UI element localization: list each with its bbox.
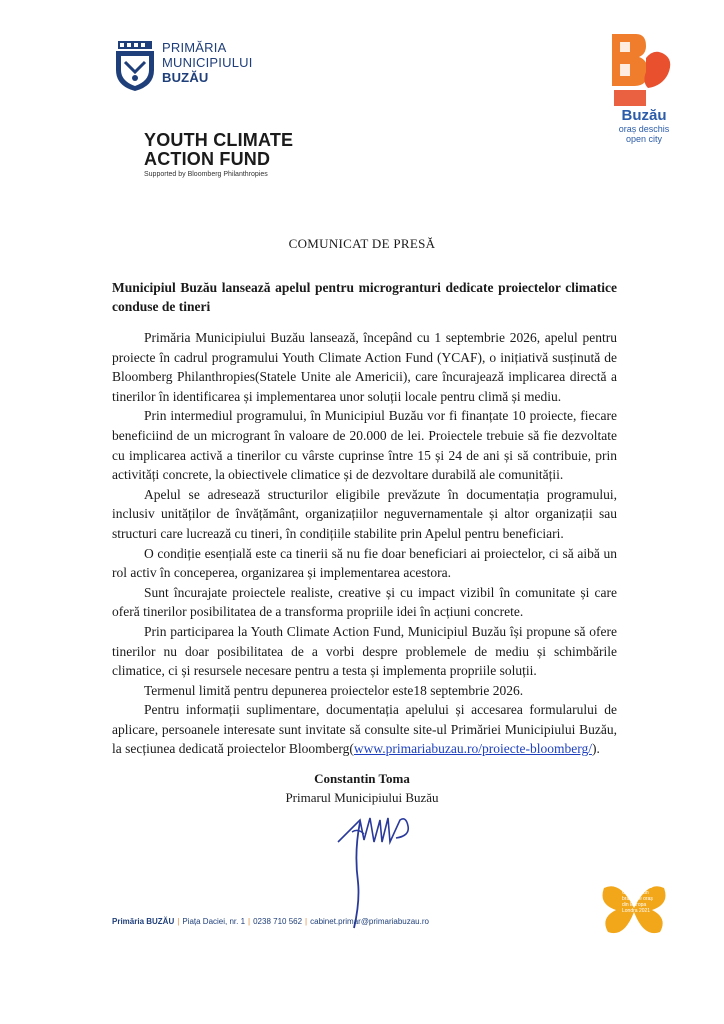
footer-email[interactable]: cabinet.primar@primariabuzau.ro [310,917,429,926]
paragraph-contact [112,700,617,759]
footer-separator: | [177,917,180,926]
brand-tagline-ro: oraș deschis [618,124,670,134]
footer-separator: | [248,917,251,926]
paragraph: Primăria Municipiului Buzău lansează, începând cu 1 septembrie 2026, apelul pentru proiecte în cadrul programului Youth Climate Action Fund (YCAF), o inițiativă susținută de Bloomberg Philanthropies(Statele Unite ale Americii), care încurajează implicarea directă a tinerilor în identificarea și implementarea unor soluții locale pentru climă și mediu. [112,330,617,404]
buzau-brand-mark-icon [606,30,678,112]
footer-address: Piața Daciei, nr. 1 [182,917,246,926]
municipality-logo-text [162,40,253,85]
ycaf-logo [144,131,293,178]
brand-tagline-en: open city [625,134,663,144]
footer-separator: | [305,917,308,926]
signer-title: Primarul Municipiului Buzău [285,790,439,805]
paragraph: Termenul limită pentru depunerea proiectelor este18 septembrie 2026. [144,682,524,698]
paragraph: O condiție esențială este ca tinerii să nu fie doar beneficiari ai proiectelor, ci să aibă un rol activ în conceperea, organizarea și implementarea acestora. [112,545,617,581]
projects-link[interactable]: www.primariabuzau.ro/proiecte-bloomberg/ [353,741,592,757]
paragraph: Prin intermediul programului, în Municipiul Buzău vor fi finanțate 10 proiecte, fiecare beneficiind de un microgrant în valoare de 20.000 de lei. Proiectele trebuie să fie dezvoltate cu implicarea activă a tinerilor cu vârste cuprinse între 15 și 24 de ani și să contribuie, prin activități concrete, la obiectivele climatice și de dezvoltare durabilă ale comunității. [112,408,617,483]
award-line: Londra 2021 [622,908,651,914]
award-line: Cel mai bun [622,890,649,896]
press-release-body [112,328,617,759]
logo-line-municipiului: MUNICIPIULUI [162,55,253,70]
contact-text: Pentru informații suplimentare, documentația apelului și accesarea formularului de aplicare, persoanele interesate sunt invitate să consulte site-ul Primăriei Municipiului Buzău, la secțiunea dedicată proiectelor Bloomberg( [112,702,617,757]
signer-name: Constantin Toma [314,771,410,786]
municipality-crest-icon [112,40,158,92]
footer [112,917,429,926]
press-release-title: COMUNICAT DE PRESĂ [288,236,436,251]
paragraph: Apelul se adresează structurilor eligibile prevăzute în documentația programului, inclusiv unităților de învățământ, organizațiilor neguvernamentale și altor organizații sau structuri care lucrează cu tineri, în condițiile stabilite prin Apelul pentru beneficiari. [112,486,617,541]
handwritten-signature [330,812,420,932]
award-text [622,880,672,914]
signature-block [0,769,724,807]
award-line: brand de oraș [622,896,653,902]
ycaf-logo-line2: ACTION FUND [144,149,271,169]
footer-org: Primăria BUZĂU [112,917,175,926]
award-name: BUZĂU [622,880,654,890]
contact-text-end: ). [591,741,600,757]
logo-line-primaria: PRIMĂRIA [162,40,227,55]
buzau-brand-text [604,108,684,144]
award-line: din Europa [622,902,647,908]
paragraph: Sunt încurajate proiectele realiste, creative și cu impact vizibil în comunitate și care oferă tinerilor posibilitatea de a transforma propriile idei în acțiuni concrete. [112,584,617,620]
brand-name: Buzău [621,107,667,124]
logo-line-buzau: BUZĂU [162,70,209,85]
headline: Municipiul Buzău lansează apelul pentru microgranturi dedicate proiectelor climatice conduse de tineri [112,280,617,314]
paragraph: Prin participarea la Youth Climate Action Fund, Municipiul Buzău își propune să ofere tinerilor nu doar posibilitatea de a vorbi despre problemele de mediu și schimbările climatice, ci și resursele necesare pentru a testa și implementa propriile soluții. [112,623,617,679]
ycaf-logo-line1: YOUTH CLIMATE [144,130,294,150]
footer-phone: 0238 710 562 [253,917,303,926]
ycaf-logo-sub: Supported by Bloomberg Philanthropies [144,171,268,178]
